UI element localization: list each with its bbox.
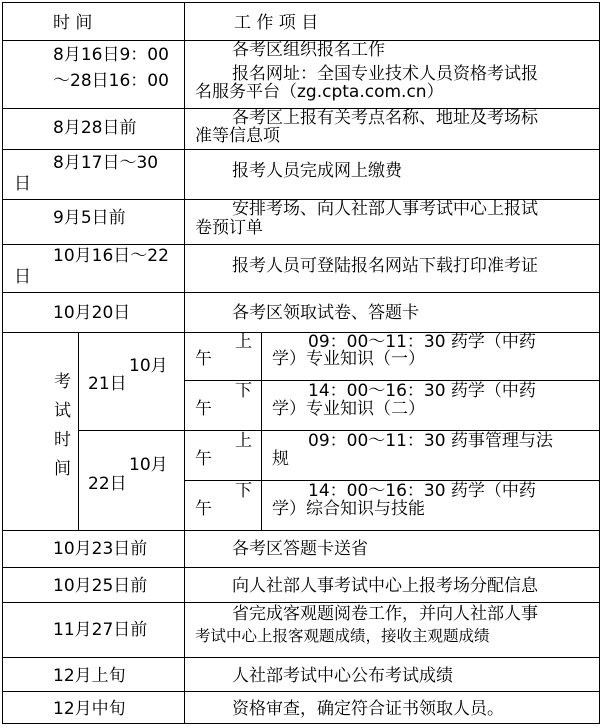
exam-subject: 09：00～11：30 药事管理与法 xyxy=(308,431,553,451)
table-row xyxy=(53,539,368,559)
row-work: 准等信息项 xyxy=(195,126,280,146)
table-row xyxy=(53,666,453,686)
exam-date: 10月 xyxy=(129,356,168,376)
table-row xyxy=(14,246,538,287)
row-time: 8月16日9：00 xyxy=(53,45,169,65)
row-work: 卷预订单 xyxy=(195,218,263,238)
table-row xyxy=(14,153,403,194)
row-time: 日 xyxy=(14,267,31,287)
table-row xyxy=(53,40,538,102)
exam-period: 上 xyxy=(235,431,252,451)
exam-period: 午 xyxy=(195,349,212,369)
exam-subject: 09：00～11：30 药学（中药 xyxy=(308,332,536,352)
row-time: 9月5日前 xyxy=(53,208,126,228)
exam-subject: 14：00～16：30 药学（中药 xyxy=(308,381,536,401)
exam-date: 22日 xyxy=(88,474,127,494)
exam-period: 上 xyxy=(235,332,252,352)
exam-day xyxy=(88,332,536,419)
exam-label-char: 时 xyxy=(54,430,71,450)
row-time: 10月23日前 xyxy=(53,539,148,559)
row-time: 8月17日～30 xyxy=(53,153,159,173)
table-row xyxy=(53,699,504,719)
exam-label-char: 间 xyxy=(54,459,71,479)
row-time: 8月28日前 xyxy=(53,118,137,138)
row-time: 10月20日 xyxy=(53,303,131,323)
exam-subject: 14：00～16：30 药学（中药 xyxy=(308,481,536,501)
row-work: 向人社部人事考试中心上报考场分配信息 xyxy=(232,576,538,596)
row-work: 省完成客观题阅卷工作，并向人社部人事 xyxy=(232,604,538,624)
row-work: 各考区组织报名工作 xyxy=(232,40,385,60)
exam-label-char: 试 xyxy=(54,401,71,421)
row-work: 各考区上报有关考点名称、地址及考场标 xyxy=(232,108,538,128)
table-header xyxy=(53,13,318,33)
exam-day xyxy=(88,431,554,519)
table-row xyxy=(53,604,538,645)
exam-period: 下 xyxy=(235,381,252,401)
exam-time-block xyxy=(54,332,554,519)
row-time: 12月中旬 xyxy=(53,699,126,719)
exam-subject: 学）专业知识（一） xyxy=(272,349,425,369)
table-row xyxy=(53,199,538,238)
row-work: 人社部考试中心公布考试成绩 xyxy=(232,666,453,686)
exam-period: 午 xyxy=(195,499,212,519)
row-work: 名服务平台（zg.cpta.com.cn） xyxy=(195,82,444,102)
row-time: 10月25日前 xyxy=(53,576,148,596)
exam-subject: 规 xyxy=(272,449,289,469)
row-work: 安排考场、向人社部人事考试中心上报试 xyxy=(232,199,538,219)
exam-label-char: 考 xyxy=(54,372,71,392)
exam-period: 午 xyxy=(195,399,212,419)
exam-period: 下 xyxy=(235,481,252,501)
row-work: 资格审查，确定符合证书领取人员。 xyxy=(232,699,504,719)
table-row xyxy=(53,576,539,596)
header-time: 时 间 xyxy=(53,13,93,33)
header-work: 工 作 项 目 xyxy=(234,13,319,33)
row-work: 报名网址：全国专业技术人员资格考试报 xyxy=(232,64,538,84)
table-row xyxy=(53,108,539,146)
row-work: 各考区答题卡送省 xyxy=(232,539,368,559)
row-time: 日 xyxy=(14,174,31,194)
exam-date: 21日 xyxy=(88,374,127,394)
row-work: 考试中心上报客观题成绩，接收主观题成绩 xyxy=(195,627,490,645)
row-work: 报考人员可登陆报名网站下载打印准考证 xyxy=(232,256,538,276)
exam-subject: 学）专业知识（二） xyxy=(272,399,425,419)
row-work: 报考人员完成网上缴费 xyxy=(232,161,402,181)
exam-subject: 学）综合知识与技能 xyxy=(272,499,425,519)
row-time: 11月27日前 xyxy=(53,620,148,640)
row-time: ～28日16：00 xyxy=(53,71,169,91)
exam-schedule-table xyxy=(2,2,600,724)
exam-period: 午 xyxy=(195,449,212,469)
row-time: 10月16日～22 xyxy=(53,246,169,266)
row-time: 12月上旬 xyxy=(53,666,126,686)
row-work: 各考区领取试卷、答题卡 xyxy=(232,303,419,323)
table-row xyxy=(53,303,419,323)
exam-date: 10月 xyxy=(129,455,168,475)
